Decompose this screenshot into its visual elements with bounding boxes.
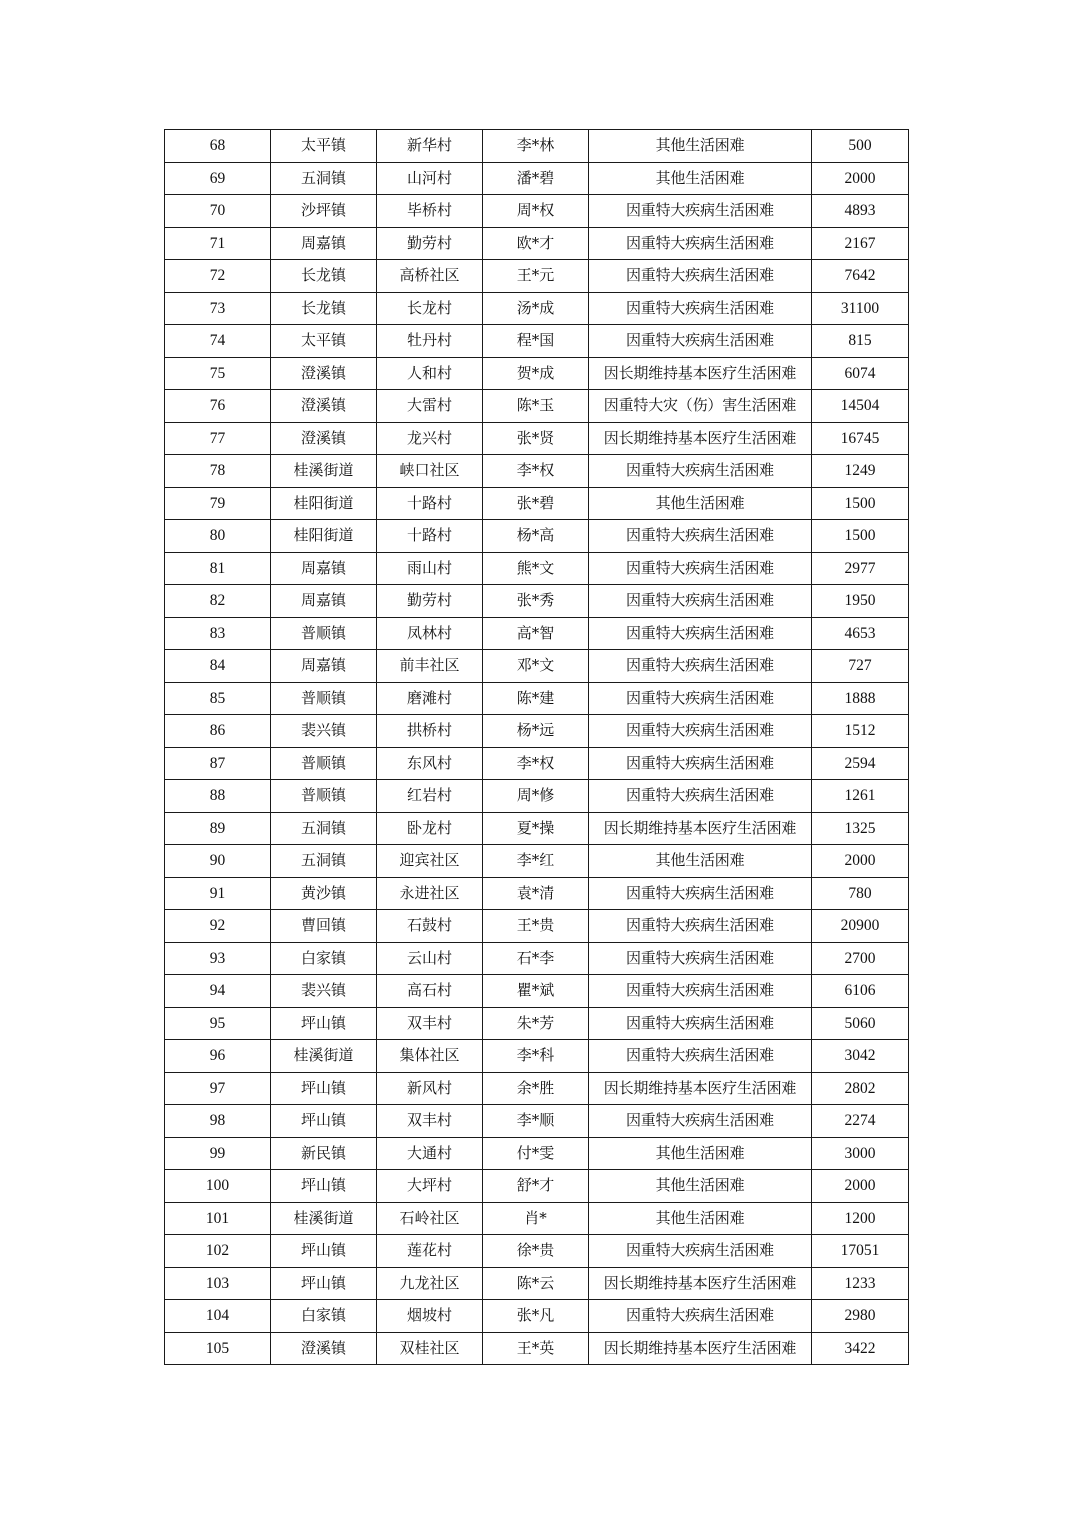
amount-cell: 2980: [812, 1300, 909, 1333]
village-cell: 东风村: [377, 747, 483, 780]
town-cell: 曹回镇: [271, 910, 377, 943]
table-row: [165, 585, 909, 618]
serial-number-cell: 74: [165, 325, 271, 358]
village-cell: 莲花村: [377, 1235, 483, 1268]
serial-number-cell: 81: [165, 552, 271, 585]
village-cell: 烟坡村: [377, 1300, 483, 1333]
hardship-reason-cell: 因长期维持基本医疗生活困难: [589, 1072, 812, 1105]
village-cell: 勤劳村: [377, 585, 483, 618]
town-cell: 五洞镇: [271, 845, 377, 878]
recipient-name-cell: 余*胜: [483, 1072, 589, 1105]
amount-cell: 1500: [812, 520, 909, 553]
town-cell: 白家镇: [271, 942, 377, 975]
town-cell: 周嘉镇: [271, 650, 377, 683]
amount-cell: 1950: [812, 585, 909, 618]
serial-number-cell: 102: [165, 1235, 271, 1268]
village-cell: 拱桥村: [377, 715, 483, 748]
hardship-reason-cell: 其他生活困难: [589, 1170, 812, 1203]
amount-cell: 2802: [812, 1072, 909, 1105]
village-cell: 卧龙村: [377, 812, 483, 845]
village-cell: 凤林村: [377, 617, 483, 650]
table-row: [165, 520, 909, 553]
town-cell: 桂溪街道: [271, 1202, 377, 1235]
hardship-reason-cell: 因重特大疾病生活困难: [589, 195, 812, 228]
recipient-name-cell: 张*碧: [483, 487, 589, 520]
table-row: [165, 1072, 909, 1105]
table-row: [165, 162, 909, 195]
serial-number-cell: 84: [165, 650, 271, 683]
amount-cell: 16745: [812, 422, 909, 455]
table-row: [165, 292, 909, 325]
amount-cell: 2274: [812, 1105, 909, 1138]
table-row: [165, 455, 909, 488]
recipient-name-cell: 周*权: [483, 195, 589, 228]
table-row: [165, 422, 909, 455]
serial-number-cell: 88: [165, 780, 271, 813]
village-cell: 双丰村: [377, 1007, 483, 1040]
recipient-name-cell: 杨*高: [483, 520, 589, 553]
table-row: [165, 910, 909, 943]
town-cell: 坪山镇: [271, 1170, 377, 1203]
serial-number-cell: 73: [165, 292, 271, 325]
serial-number-cell: 72: [165, 260, 271, 293]
serial-number-cell: 90: [165, 845, 271, 878]
recipient-name-cell: 舒*才: [483, 1170, 589, 1203]
town-cell: 沙坪镇: [271, 195, 377, 228]
serial-number-cell: 105: [165, 1332, 271, 1365]
hardship-reason-cell: 因重特大疾病生活困难: [589, 325, 812, 358]
table-row: [165, 1202, 909, 1235]
table-row: [165, 845, 909, 878]
hardship-reason-cell: 因重特大疾病生活困难: [589, 552, 812, 585]
recipient-name-cell: 杨*远: [483, 715, 589, 748]
town-cell: 坪山镇: [271, 1105, 377, 1138]
recipient-name-cell: 王*英: [483, 1332, 589, 1365]
village-cell: 雨山村: [377, 552, 483, 585]
serial-number-cell: 70: [165, 195, 271, 228]
recipient-name-cell: 欧*才: [483, 227, 589, 260]
village-cell: 石岭社区: [377, 1202, 483, 1235]
serial-number-cell: 96: [165, 1040, 271, 1073]
serial-number-cell: 76: [165, 390, 271, 423]
town-cell: 澄溪镇: [271, 390, 377, 423]
table-row: [165, 487, 909, 520]
amount-cell: 2000: [812, 845, 909, 878]
village-cell: 龙兴村: [377, 422, 483, 455]
table-row: [165, 227, 909, 260]
amount-cell: 1233: [812, 1267, 909, 1300]
hardship-reason-cell: 因重特大疾病生活困难: [589, 292, 812, 325]
serial-number-cell: 99: [165, 1137, 271, 1170]
village-cell: 前丰社区: [377, 650, 483, 683]
amount-cell: 1500: [812, 487, 909, 520]
hardship-reason-cell: 其他生活困难: [589, 1137, 812, 1170]
village-cell: 大雷村: [377, 390, 483, 423]
hardship-reason-cell: 因重特大疾病生活困难: [589, 650, 812, 683]
hardship-reason-cell: 因重特大疾病生活困难: [589, 260, 812, 293]
recipient-name-cell: 袁*清: [483, 877, 589, 910]
amount-cell: 5060: [812, 1007, 909, 1040]
recipient-name-cell: 王*贵: [483, 910, 589, 943]
serial-number-cell: 80: [165, 520, 271, 553]
amount-cell: 1200: [812, 1202, 909, 1235]
village-cell: 峡口社区: [377, 455, 483, 488]
serial-number-cell: 91: [165, 877, 271, 910]
relief-table-body: [165, 130, 909, 1365]
amount-cell: 1512: [812, 715, 909, 748]
hardship-reason-cell: 因重特大疾病生活困难: [589, 942, 812, 975]
serial-number-cell: 86: [165, 715, 271, 748]
table-row: [165, 650, 909, 683]
amount-cell: 2594: [812, 747, 909, 780]
table-row: [165, 1007, 909, 1040]
hardship-reason-cell: 因重特大疾病生活困难: [589, 1105, 812, 1138]
town-cell: 桂阳街道: [271, 487, 377, 520]
recipient-name-cell: 周*修: [483, 780, 589, 813]
hardship-reason-cell: 其他生活困难: [589, 1202, 812, 1235]
hardship-reason-cell: 因重特大疾病生活困难: [589, 975, 812, 1008]
town-cell: 长龙镇: [271, 292, 377, 325]
amount-cell: 2000: [812, 1170, 909, 1203]
amount-cell: 2977: [812, 552, 909, 585]
table-row: [165, 1267, 909, 1300]
hardship-reason-cell: 因重特大疾病生活困难: [589, 1040, 812, 1073]
recipient-name-cell: 瞿*斌: [483, 975, 589, 1008]
village-cell: 红岩村: [377, 780, 483, 813]
village-cell: 山河村: [377, 162, 483, 195]
serial-number-cell: 95: [165, 1007, 271, 1040]
hardship-reason-cell: 因重特大疾病生活困难: [589, 682, 812, 715]
serial-number-cell: 103: [165, 1267, 271, 1300]
amount-cell: 1249: [812, 455, 909, 488]
town-cell: 普顺镇: [271, 780, 377, 813]
hardship-reason-cell: 因重特大疾病生活困难: [589, 455, 812, 488]
table-row: [165, 780, 909, 813]
village-cell: 磨滩村: [377, 682, 483, 715]
village-cell: 新华村: [377, 130, 483, 163]
serial-number-cell: 93: [165, 942, 271, 975]
recipient-name-cell: 高*智: [483, 617, 589, 650]
town-cell: 桂溪街道: [271, 455, 377, 488]
amount-cell: 3042: [812, 1040, 909, 1073]
recipient-name-cell: 陈*玉: [483, 390, 589, 423]
serial-number-cell: 100: [165, 1170, 271, 1203]
recipient-name-cell: 徐*贵: [483, 1235, 589, 1268]
amount-cell: 1325: [812, 812, 909, 845]
village-cell: 云山村: [377, 942, 483, 975]
table-row: [165, 390, 909, 423]
town-cell: 周嘉镇: [271, 552, 377, 585]
village-cell: 大坪村: [377, 1170, 483, 1203]
village-cell: 集体社区: [377, 1040, 483, 1073]
hardship-reason-cell: 因重特大疾病生活困难: [589, 585, 812, 618]
hardship-reason-cell: 其他生活困难: [589, 845, 812, 878]
recipient-name-cell: 李*科: [483, 1040, 589, 1073]
recipient-name-cell: 王*元: [483, 260, 589, 293]
amount-cell: 14504: [812, 390, 909, 423]
town-cell: 周嘉镇: [271, 227, 377, 260]
table-row: [165, 325, 909, 358]
recipient-name-cell: 李*权: [483, 455, 589, 488]
town-cell: 裴兴镇: [271, 975, 377, 1008]
town-cell: 新民镇: [271, 1137, 377, 1170]
table-row: [165, 1235, 909, 1268]
serial-number-cell: 71: [165, 227, 271, 260]
recipient-name-cell: 贺*成: [483, 357, 589, 390]
table-row: [165, 260, 909, 293]
amount-cell: 780: [812, 877, 909, 910]
village-cell: 牡丹村: [377, 325, 483, 358]
hardship-reason-cell: 因重特大疾病生活困难: [589, 780, 812, 813]
amount-cell: 4893: [812, 195, 909, 228]
recipient-name-cell: 程*国: [483, 325, 589, 358]
village-cell: 长龙村: [377, 292, 483, 325]
table-row: [165, 1170, 909, 1203]
town-cell: 澄溪镇: [271, 422, 377, 455]
amount-cell: 815: [812, 325, 909, 358]
recipient-name-cell: 陈*建: [483, 682, 589, 715]
hardship-reason-cell: 因重特大疾病生活困难: [589, 520, 812, 553]
village-cell: 迎宾社区: [377, 845, 483, 878]
amount-cell: 2000: [812, 162, 909, 195]
recipient-name-cell: 汤*成: [483, 292, 589, 325]
table-row: [165, 617, 909, 650]
serial-number-cell: 92: [165, 910, 271, 943]
table-row: [165, 812, 909, 845]
recipient-name-cell: 夏*操: [483, 812, 589, 845]
serial-number-cell: 87: [165, 747, 271, 780]
recipient-name-cell: 潘*碧: [483, 162, 589, 195]
amount-cell: 6074: [812, 357, 909, 390]
table-row: [165, 195, 909, 228]
serial-number-cell: 83: [165, 617, 271, 650]
village-cell: 双丰村: [377, 1105, 483, 1138]
serial-number-cell: 97: [165, 1072, 271, 1105]
recipient-name-cell: 李*红: [483, 845, 589, 878]
amount-cell: 4653: [812, 617, 909, 650]
recipient-name-cell: 李*顺: [483, 1105, 589, 1138]
recipient-name-cell: 肖*: [483, 1202, 589, 1235]
hardship-reason-cell: 因重特大疾病生活困难: [589, 877, 812, 910]
village-cell: 十路村: [377, 520, 483, 553]
serial-number-cell: 82: [165, 585, 271, 618]
town-cell: 普顺镇: [271, 617, 377, 650]
serial-number-cell: 101: [165, 1202, 271, 1235]
serial-number-cell: 98: [165, 1105, 271, 1138]
village-cell: 永进社区: [377, 877, 483, 910]
table-row: [165, 1332, 909, 1365]
town-cell: 坪山镇: [271, 1072, 377, 1105]
hardship-reason-cell: 因重特大疾病生活困难: [589, 617, 812, 650]
serial-number-cell: 89: [165, 812, 271, 845]
recipient-name-cell: 朱*芳: [483, 1007, 589, 1040]
town-cell: 白家镇: [271, 1300, 377, 1333]
serial-number-cell: 78: [165, 455, 271, 488]
amount-cell: 2700: [812, 942, 909, 975]
village-cell: 九龙社区: [377, 1267, 483, 1300]
serial-number-cell: 75: [165, 357, 271, 390]
town-cell: 坪山镇: [271, 1235, 377, 1268]
table-row: [165, 552, 909, 585]
hardship-reason-cell: 因重特大疾病生活困难: [589, 1007, 812, 1040]
recipient-name-cell: 李*林: [483, 130, 589, 163]
hardship-reason-cell: 因长期维持基本医疗生活困难: [589, 812, 812, 845]
village-cell: 高石村: [377, 975, 483, 1008]
hardship-reason-cell: 因长期维持基本医疗生活困难: [589, 1332, 812, 1365]
hardship-reason-cell: 因长期维持基本医疗生活困难: [589, 357, 812, 390]
hardship-reason-cell: 因重特大疾病生活困难: [589, 747, 812, 780]
town-cell: 长龙镇: [271, 260, 377, 293]
hardship-reason-cell: 因长期维持基本医疗生活困难: [589, 422, 812, 455]
recipient-name-cell: 熊*文: [483, 552, 589, 585]
town-cell: 澄溪镇: [271, 1332, 377, 1365]
recipient-name-cell: 张*凡: [483, 1300, 589, 1333]
table-row: [165, 747, 909, 780]
amount-cell: 3000: [812, 1137, 909, 1170]
village-cell: 大通村: [377, 1137, 483, 1170]
hardship-reason-cell: 因重特大疾病生活困难: [589, 1235, 812, 1268]
serial-number-cell: 69: [165, 162, 271, 195]
recipient-name-cell: 张*秀: [483, 585, 589, 618]
serial-number-cell: 94: [165, 975, 271, 1008]
town-cell: 坪山镇: [271, 1007, 377, 1040]
table-row: [165, 1040, 909, 1073]
amount-cell: 727: [812, 650, 909, 683]
serial-number-cell: 79: [165, 487, 271, 520]
table-row: [165, 682, 909, 715]
recipient-name-cell: 张*贤: [483, 422, 589, 455]
amount-cell: 2167: [812, 227, 909, 260]
town-cell: 坪山镇: [271, 1267, 377, 1300]
hardship-reason-cell: 因重特大疾病生活困难: [589, 227, 812, 260]
recipient-name-cell: 石*李: [483, 942, 589, 975]
table-row: [165, 1137, 909, 1170]
recipient-name-cell: 李*权: [483, 747, 589, 780]
town-cell: 周嘉镇: [271, 585, 377, 618]
town-cell: 太平镇: [271, 325, 377, 358]
table-row: [165, 1300, 909, 1333]
amount-cell: 7642: [812, 260, 909, 293]
hardship-reason-cell: 其他生活困难: [589, 162, 812, 195]
hardship-reason-cell: 因重特大疾病生活困难: [589, 715, 812, 748]
amount-cell: 500: [812, 130, 909, 163]
hardship-reason-cell: 因长期维持基本医疗生活困难: [589, 1267, 812, 1300]
amount-cell: 3422: [812, 1332, 909, 1365]
hardship-reason-cell: 其他生活困难: [589, 130, 812, 163]
relief-table: [164, 129, 909, 1365]
serial-number-cell: 85: [165, 682, 271, 715]
recipient-name-cell: 陈*云: [483, 1267, 589, 1300]
town-cell: 普顺镇: [271, 747, 377, 780]
town-cell: 太平镇: [271, 130, 377, 163]
village-cell: 十路村: [377, 487, 483, 520]
serial-number-cell: 77: [165, 422, 271, 455]
town-cell: 桂阳街道: [271, 520, 377, 553]
table-row: [165, 357, 909, 390]
table-row: [165, 942, 909, 975]
town-cell: 裴兴镇: [271, 715, 377, 748]
table-row: [165, 715, 909, 748]
town-cell: 普顺镇: [271, 682, 377, 715]
village-cell: 石鼓村: [377, 910, 483, 943]
hardship-reason-cell: 因重特大疾病生活困难: [589, 1300, 812, 1333]
recipient-name-cell: 邓*文: [483, 650, 589, 683]
town-cell: 五洞镇: [271, 162, 377, 195]
amount-cell: 17051: [812, 1235, 909, 1268]
village-cell: 勤劳村: [377, 227, 483, 260]
village-cell: 高桥社区: [377, 260, 483, 293]
hardship-reason-cell: 因重特大灾（伤）害生活困难: [589, 390, 812, 423]
serial-number-cell: 104: [165, 1300, 271, 1333]
amount-cell: 31100: [812, 292, 909, 325]
town-cell: 五洞镇: [271, 812, 377, 845]
table-row: [165, 130, 909, 163]
serial-number-cell: 68: [165, 130, 271, 163]
town-cell: 澄溪镇: [271, 357, 377, 390]
amount-cell: 1261: [812, 780, 909, 813]
amount-cell: 20900: [812, 910, 909, 943]
amount-cell: 1888: [812, 682, 909, 715]
hardship-reason-cell: 其他生活困难: [589, 487, 812, 520]
village-cell: 新风村: [377, 1072, 483, 1105]
town-cell: 黄沙镇: [271, 877, 377, 910]
table-row: [165, 975, 909, 1008]
hardship-reason-cell: 因重特大疾病生活困难: [589, 910, 812, 943]
table-row: [165, 1105, 909, 1138]
amount-cell: 6106: [812, 975, 909, 1008]
village-cell: 人和村: [377, 357, 483, 390]
recipient-name-cell: 付*雯: [483, 1137, 589, 1170]
town-cell: 桂溪街道: [271, 1040, 377, 1073]
village-cell: 双桂社区: [377, 1332, 483, 1365]
table-row: [165, 877, 909, 910]
village-cell: 毕桥村: [377, 195, 483, 228]
